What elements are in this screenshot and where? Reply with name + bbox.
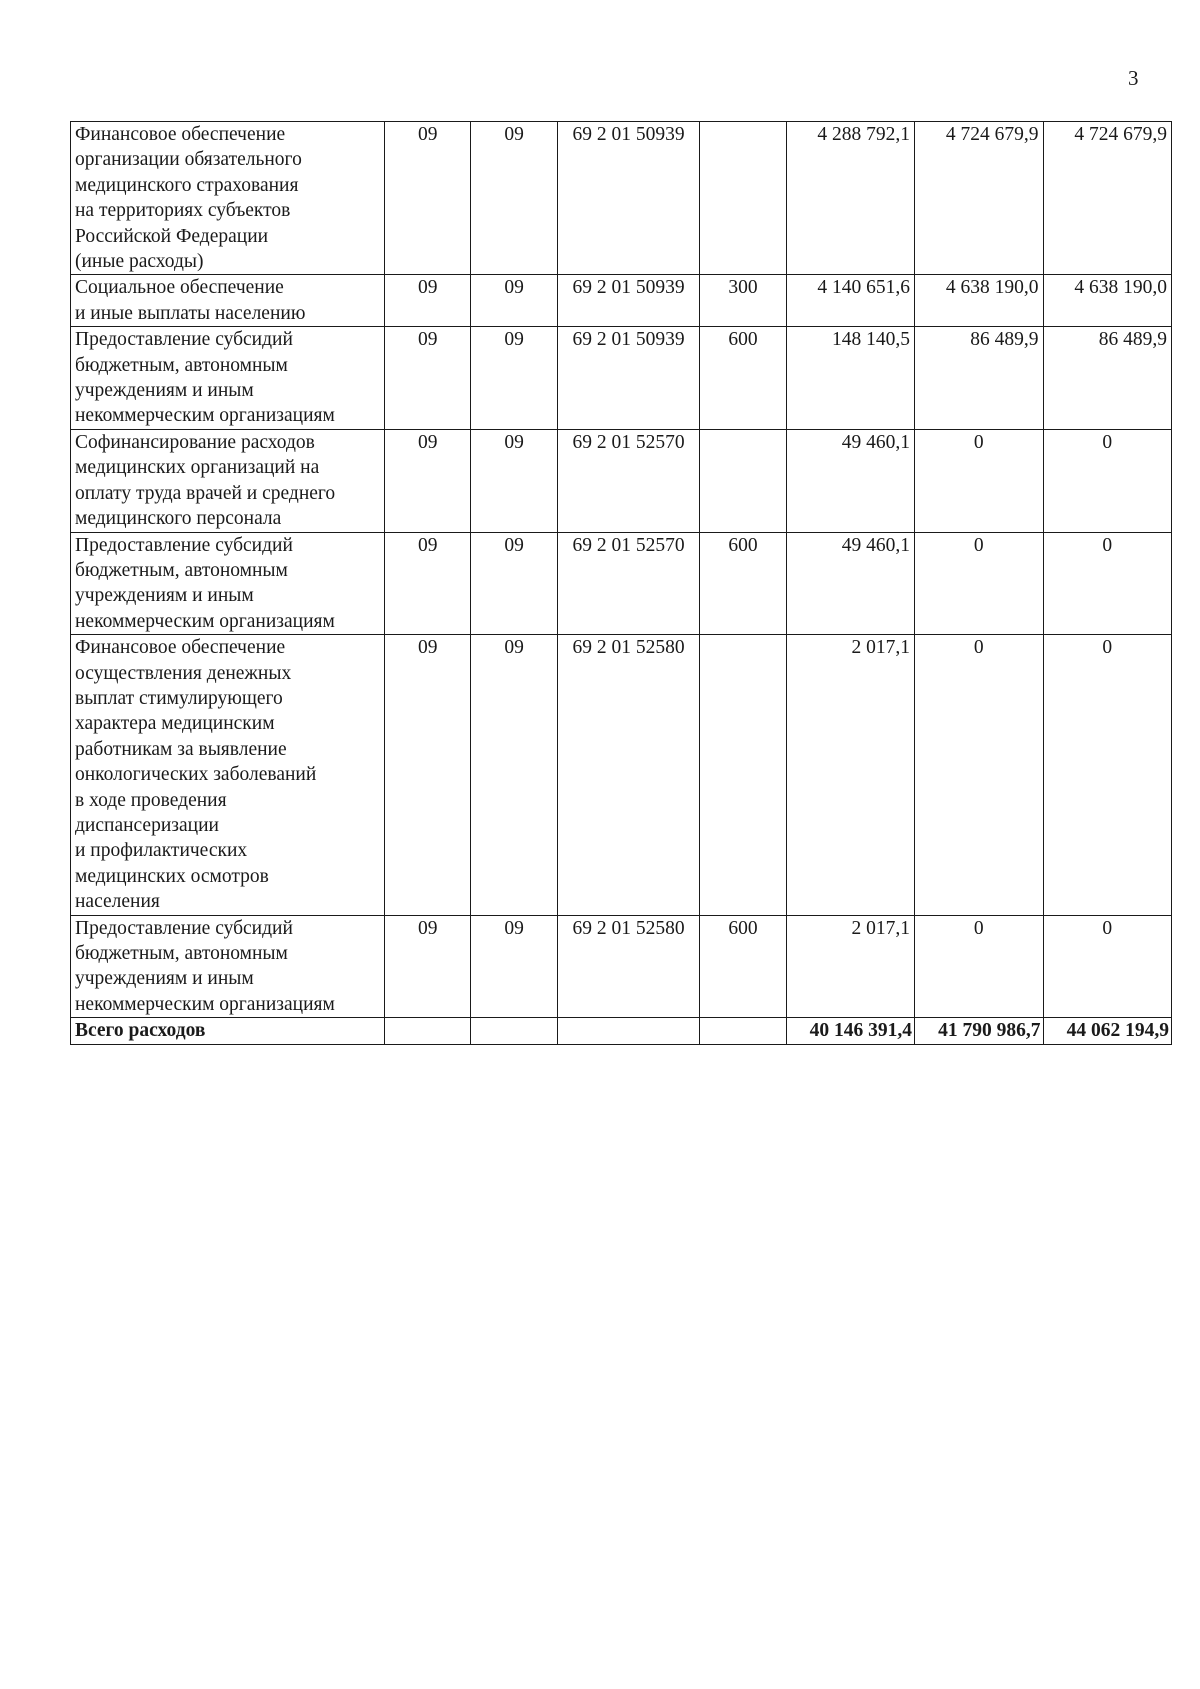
row-rz: 09: [385, 635, 471, 915]
row-sum-2: 4 724 679,9: [915, 122, 1043, 275]
page-number: 3: [1128, 66, 1139, 90]
row-rz: 09: [385, 532, 471, 635]
row-sum-1: 49 460,1: [786, 532, 914, 635]
row-name: Софинансирование расходов медицинских организаций на оплату труда врачей и среднего медицинского персонала: [71, 429, 385, 532]
row-vr: 300: [700, 275, 786, 327]
table-row: [71, 429, 1172, 532]
row-sum-3: 4 724 679,9: [1043, 122, 1172, 275]
row-sum-1: 4 288 792,1: [786, 122, 914, 275]
row-csr: 69 2 01 52580: [557, 915, 700, 1018]
row-csr: 69 2 01 50939: [557, 327, 700, 430]
row-name: Предоставление субсидий бюджетным, автономным учреждениям и иным некоммерческим организациям: [71, 327, 385, 430]
row-sum-2: 0: [915, 532, 1043, 635]
row-csr: 69 2 01 52570: [557, 429, 700, 532]
row-sum-2: 0: [915, 635, 1043, 915]
row-sum-1: 148 140,5: [786, 327, 914, 430]
row-vr: [700, 635, 786, 915]
row-pr: 09: [471, 429, 557, 532]
row-sum-2: 0: [915, 429, 1043, 532]
total-row: [71, 1018, 1172, 1044]
total-vr-cell: [700, 1018, 786, 1044]
row-sum-2: 86 489,9: [915, 327, 1043, 430]
row-csr: 69 2 01 50939: [557, 275, 700, 327]
total-sum-2: 41 790 986,7: [915, 1018, 1043, 1044]
row-sum-3: 0: [1043, 915, 1172, 1018]
total-pr-cell: [471, 1018, 557, 1044]
budget-table: [70, 121, 1172, 1045]
row-pr: 09: [471, 532, 557, 635]
row-vr: 600: [700, 327, 786, 430]
total-csr-cell: [557, 1018, 700, 1044]
total-label: Всего расходов: [71, 1018, 385, 1044]
row-rz: 09: [385, 327, 471, 430]
table-row: [71, 915, 1172, 1018]
row-pr: 09: [471, 275, 557, 327]
table-row: [71, 635, 1172, 915]
row-csr: 69 2 01 52580: [557, 635, 700, 915]
total-sum-1: 40 146 391,4: [786, 1018, 914, 1044]
row-sum-3: 0: [1043, 635, 1172, 915]
row-sum-2: 0: [915, 915, 1043, 1018]
row-name: Социальное обеспечение и иные выплаты населению: [71, 275, 385, 327]
row-vr: [700, 429, 786, 532]
row-pr: 09: [471, 122, 557, 275]
total-sum-3: 44 062 194,9: [1043, 1018, 1172, 1044]
row-vr: 600: [700, 532, 786, 635]
row-vr: [700, 122, 786, 275]
row-sum-1: 49 460,1: [786, 429, 914, 532]
row-csr: 69 2 01 52570: [557, 532, 700, 635]
table-row: [71, 275, 1172, 327]
table-body: [71, 122, 1172, 1045]
row-sum-1: 4 140 651,6: [786, 275, 914, 327]
row-sum-3: 0: [1043, 532, 1172, 635]
row-rz: 09: [385, 429, 471, 532]
row-rz: 09: [385, 122, 471, 275]
row-sum-1: 2 017,1: [786, 635, 914, 915]
table-row: [71, 327, 1172, 430]
row-vr: 600: [700, 915, 786, 1018]
row-name: Финансовое обеспечение организации обязательного медицинского страхования на территориях субъектов Российской Федерации (иные расходы): [71, 122, 385, 275]
table-row: [71, 122, 1172, 275]
row-sum-1: 2 017,1: [786, 915, 914, 1018]
row-sum-3: 4 638 190,0: [1043, 275, 1172, 327]
row-csr: 69 2 01 50939: [557, 122, 700, 275]
row-pr: 09: [471, 915, 557, 1018]
table-row: [71, 532, 1172, 635]
row-rz: 09: [385, 275, 471, 327]
row-name: Предоставление субсидий бюджетным, автономным учреждениям и иным некоммерческим организациям: [71, 532, 385, 635]
row-sum-2: 4 638 190,0: [915, 275, 1043, 327]
row-sum-3: 0: [1043, 429, 1172, 532]
row-pr: 09: [471, 635, 557, 915]
row-name: Финансовое обеспечение осуществления денежных выплат стимулирующего характера медицинским работникам за выявление онкологических заболеваний в ходе проведения диспансеризации и профилактических медицинских осмотров населения: [71, 635, 385, 915]
row-name: Предоставление субсидий бюджетным, автономным учреждениям и иным некоммерческим организациям: [71, 915, 385, 1018]
total-rz-cell: [385, 1018, 471, 1044]
row-pr: 09: [471, 327, 557, 430]
row-rz: 09: [385, 915, 471, 1018]
row-sum-3: 86 489,9: [1043, 327, 1172, 430]
